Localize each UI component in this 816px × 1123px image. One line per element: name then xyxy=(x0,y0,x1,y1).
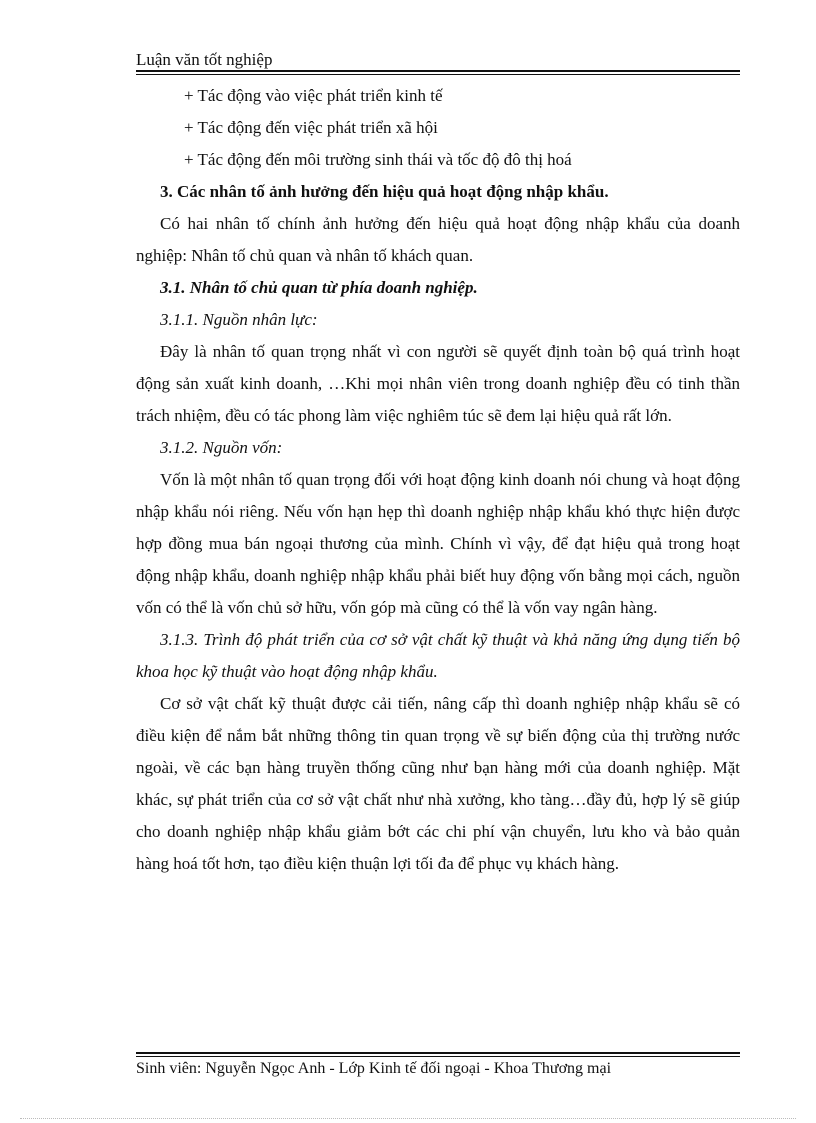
header-title: Luận văn tốt nghiệp xyxy=(136,50,273,69)
section-intro: Có hai nhân tố chính ảnh hưởng đến hiệu quả hoạt động nhập khẩu của doanh nghiệp: Nhân tố chủ quan và nhân tố khách quan. xyxy=(136,214,740,265)
paragraph: Đây là nhân tố quan trọng nhất vì con người sẽ quyết định toàn bộ quá trình hoạt động sản xuất kinh doanh, …Khi mọi nhân viên trong doanh nghiệp đều có tinh thần trách nhiệm, đều có tác phong làm việc nghiêm túc sẽ đem lại hiệu quả rất lớn. xyxy=(136,342,740,425)
bullet-item: + Tác động vào việc phát triển kinh tế xyxy=(184,86,443,105)
subsubsection-heading: 3.1.3. Trình độ phát triển của cơ sở vật chất kỹ thuật và khả năng ứng dụng tiến bộ khoa học kỹ thuật vào hoạt động nhập khẩu. xyxy=(136,630,740,681)
paragraph: Vốn là một nhân tố quan trọng đối với hoạt động kinh doanh nói chung và hoạt động nhập khẩu nói riêng. Nếu vốn hạn hẹp thì doanh nghiệp nhập khẩu khó thực hiện được hợp đồng mua bán ngoại thương của mình. Chính vì vậy, để đạt hiệu quả trong hoạt động nhập khẩu, doanh nghiệp nhập khẩu phải biết huy động vốn bằng mọi cách, nguồn vốn có thể là vốn chủ sở hữu, vốn góp mà cũng có thể là vốn vay ngân hàng. xyxy=(136,470,740,617)
paragraph: Cơ sở vật chất kỹ thuật được cải tiến, nâng cấp thì doanh nghiệp nhập khẩu sẽ có điều kiện để nắm bắt những thông tin quan trọng về sự biến động của thị trường nước ngoài, về các bạn hàng truyền thống cũng như bạn hàng mới của doanh nghiệp. Mặt khác, sự phát triển của cơ sở vật chất như nhà xưởng, kho tàng…đầy đủ, hợp lý sẽ giúp cho doanh nghiệp nhập khẩu giảm bớt các chi phí vận chuyển, lưu kho và bảo quản hàng hoá tốt hơn, tạo điều kiện thuận lợi tối đa để phục vụ khách hàng. xyxy=(136,694,740,873)
subsubsection-heading: 3.1.1. Nguồn nhân lực: xyxy=(160,310,318,329)
footer-rule xyxy=(136,1052,740,1057)
page-footer xyxy=(136,1058,740,1080)
bullet-item: + Tác động đến môi trường sinh thái và tốc độ đô thị hoá xyxy=(184,150,572,169)
header-rule xyxy=(136,70,740,75)
subsection-heading: 3.1. Nhân tố chủ quan từ phía doanh nghiệp. xyxy=(160,278,478,297)
footer-text: Sinh viên: Nguyễn Ngọc Anh - Lớp Kinh tế đối ngoại - Khoa Thương mại xyxy=(136,1060,612,1077)
section-heading: 3. Các nhân tố ảnh hưởng đến hiệu quả hoạt động nhập khẩu. xyxy=(160,182,609,201)
page-header xyxy=(136,49,740,71)
subsubsection-heading: 3.1.2. Nguồn vốn: xyxy=(160,438,283,457)
document-body xyxy=(136,80,740,880)
bullet-item: + Tác động đến việc phát triển xã hội xyxy=(184,118,438,137)
page-bottom-divider xyxy=(20,1118,796,1119)
